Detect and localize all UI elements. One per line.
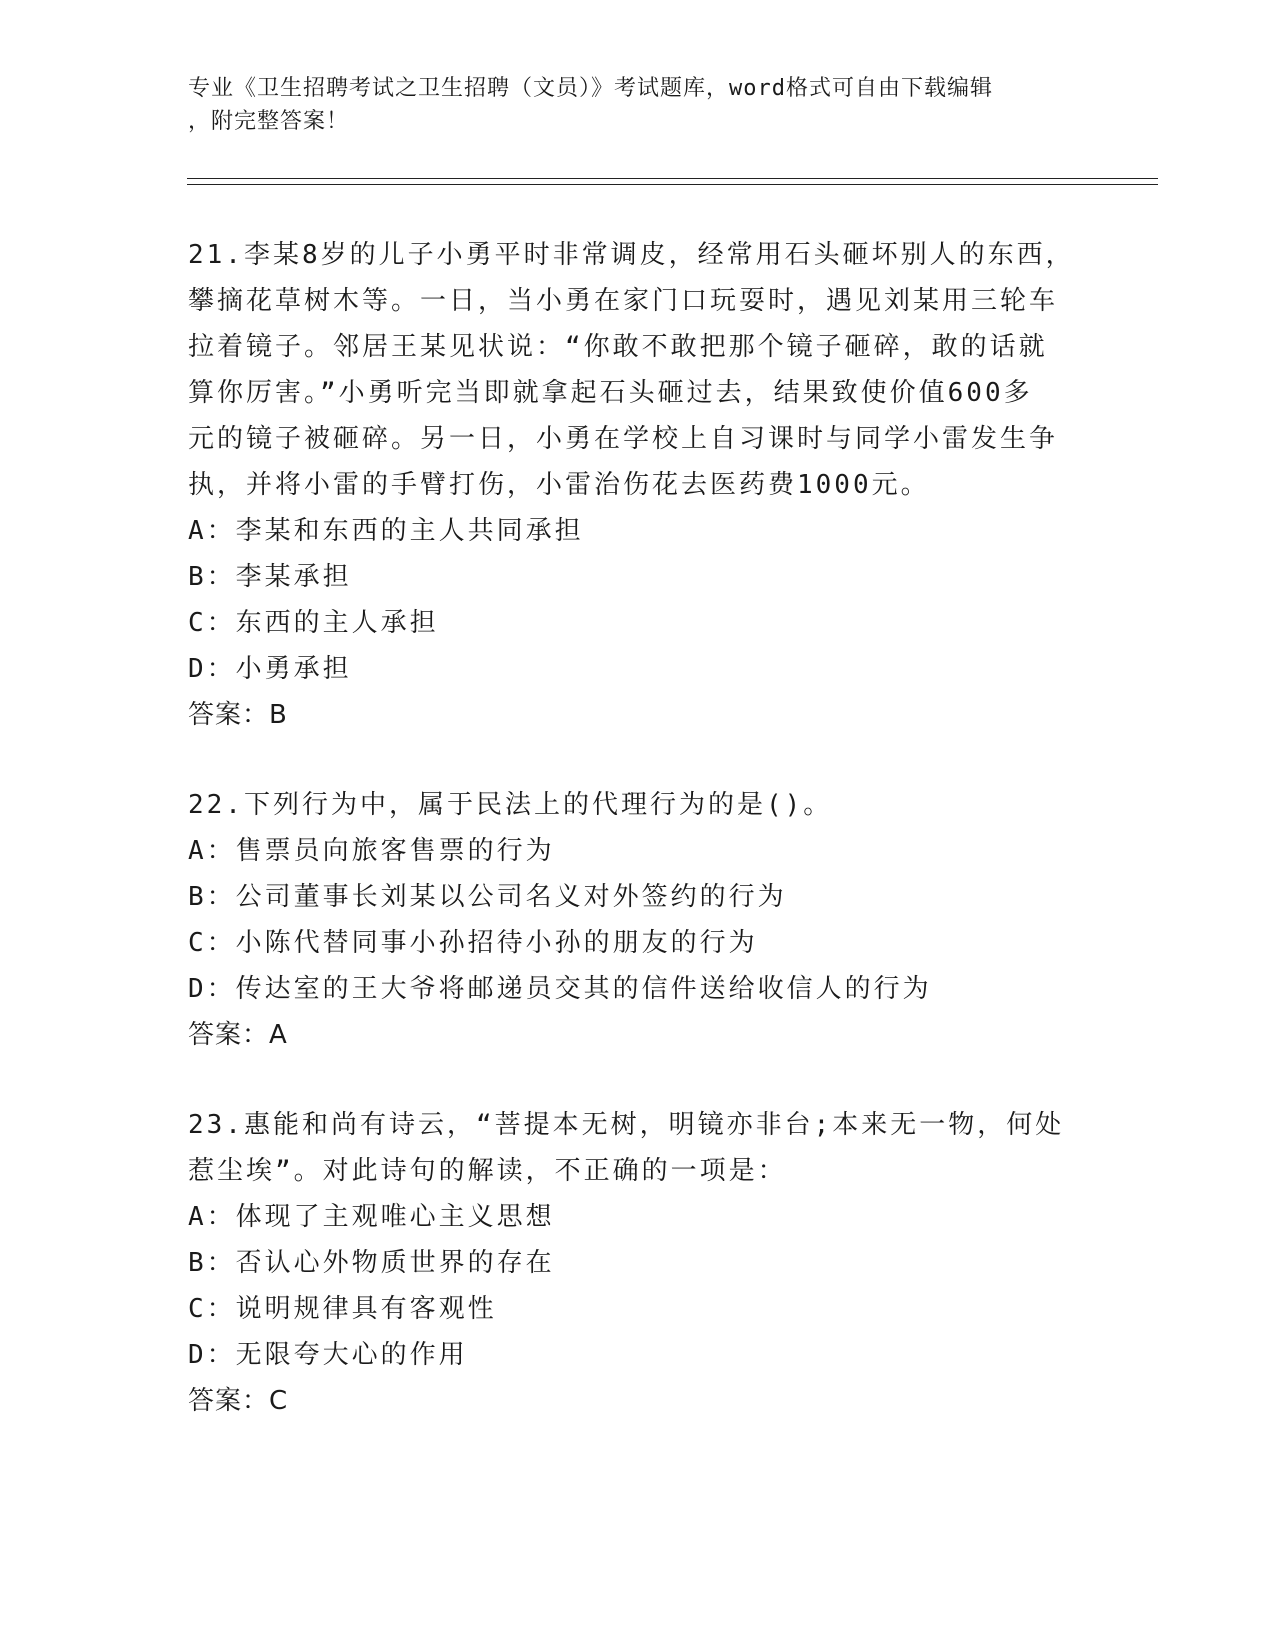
option-b: B：公司董事长刘某以公司名义对外签约的行为 [188, 882, 787, 912]
question-text-line: 惹尘埃”。对此诗句的解读，不正确的一项是： [188, 1156, 787, 1186]
question-stem [188, 1102, 1088, 1194]
option-c: C：小陈代替同事小孙招待小孙的朋友的行为 [188, 928, 758, 958]
question-text-line: 元的镜子被砸碎。另一日，小勇在学校上自习课时与同学小雷发生争 [188, 424, 1059, 454]
answer-label: 答案：B [188, 700, 288, 730]
option-d: D：小勇承担 [188, 654, 352, 684]
answer-label: 答案：C [188, 1386, 289, 1416]
header-line-1: 专业《卫生招聘考试之卫生招聘（文员）》考试题库，word格式可自由下载编辑 [188, 76, 993, 101]
option-a: A：售票员向旅客售票的行为 [188, 836, 555, 866]
question-text-line: 攀摘花草树木等。一日，当小勇在家门口玩耍时，遇见刘某用三轮车 [188, 286, 1059, 316]
option-d: D：传达室的王大爷将邮递员交其的信件送给收信人的行为 [188, 974, 932, 1004]
question-text-line: 21.李某8岁的儿子小勇平时非常调皮，经常用石头砸坏别人的东西， [188, 240, 1075, 270]
option-c: C：说明规律具有客观性 [188, 1294, 497, 1324]
question-list [188, 232, 1088, 1468]
question-23 [188, 1102, 1088, 1424]
question-21 [188, 232, 1088, 738]
option-b: B：李某承担 [188, 562, 352, 592]
question-text-line: 拉着镜子。邻居王某见状说：“你敢不敢把那个镜子砸碎，敢的话就 [188, 332, 1048, 362]
question-text-line: 执，并将小雷的手臂打伤，小雷治伤花去医药费1000元。 [188, 470, 930, 500]
option-c: C：东西的主人承担 [188, 608, 439, 638]
option-a: A：李某和东西的主人共同承担 [188, 516, 584, 546]
option-d: D：无限夸大心的作用 [188, 1340, 468, 1370]
question-stem [188, 782, 1088, 828]
question-22 [188, 782, 1088, 1058]
answer-label: 答案：A [188, 1020, 288, 1050]
question-text-line: 22.下列行为中，属于民法上的代理行为的是()。 [188, 790, 833, 820]
option-a: A：体现了主观唯心主义思想 [188, 1202, 555, 1232]
question-stem [188, 232, 1088, 508]
option-b: B：否认心外物质世界的存在 [188, 1248, 555, 1278]
question-text-line: 23.惠能和尚有诗云，“菩提本无树，明镜亦非台;本来无一物，何处 [188, 1110, 1065, 1140]
document-header [188, 72, 1068, 138]
question-text-line: 算你厉害。”小勇听完当即就拿起石头砸过去，结果致使价值600多 [188, 378, 1033, 408]
header-divider [187, 178, 1158, 185]
header-line-2: ，附完整答案！ [188, 109, 350, 134]
